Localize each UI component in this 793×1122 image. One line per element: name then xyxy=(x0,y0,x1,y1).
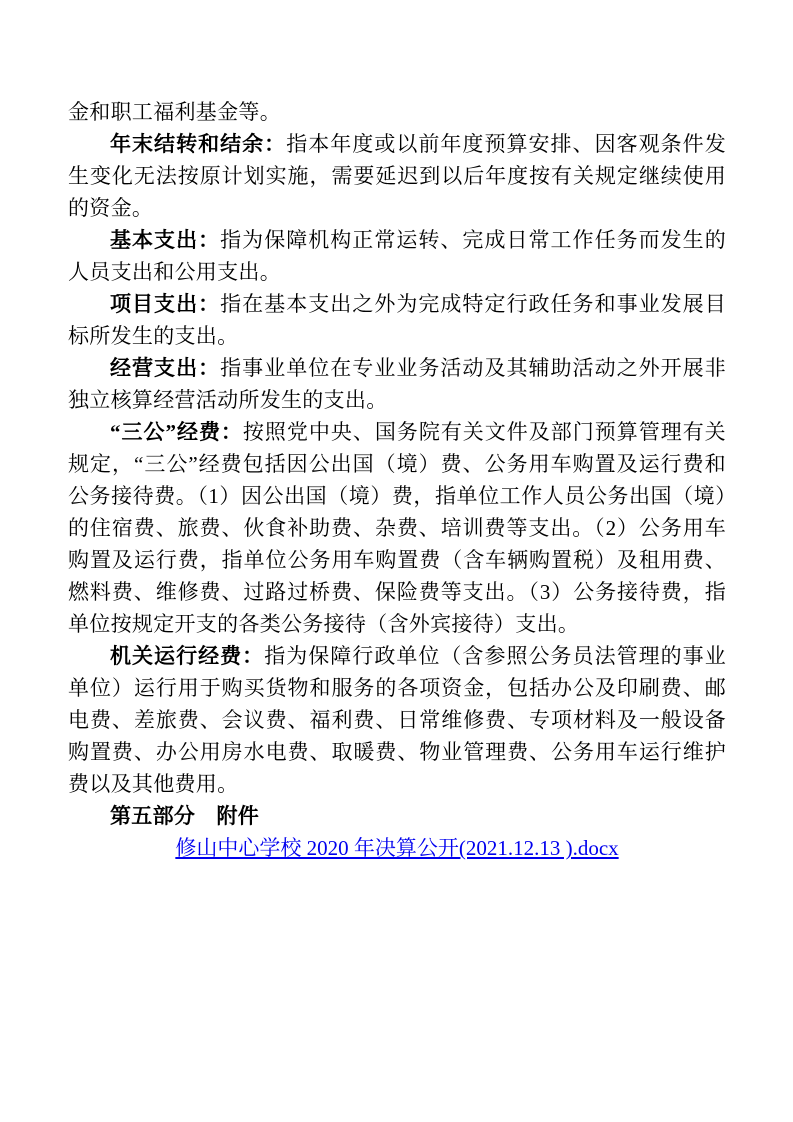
attachment-docx-link[interactable]: 修山中心学校 2020 年决算公开(2021.12.13 ).docx xyxy=(175,836,619,860)
paragraph-three-public-funds xyxy=(68,416,726,640)
paragraph-carryover-definition xyxy=(68,128,726,224)
paragraph-project-expenditure xyxy=(68,288,726,352)
paragraph-basic-expenditure xyxy=(68,224,726,288)
paragraph-text: 金和职工福利基金等。 xyxy=(68,100,281,124)
paragraph-lead: 年末结转和结余： xyxy=(110,132,287,156)
paragraph-text: 指本年度或以前年度预算安排、因客观条件发生变化无法按原计划实施，需要延迟到以后年度按有关规定继续使用的资金。 xyxy=(68,132,727,220)
paragraph-text: 指在基本支出之外为完成特定行政任务和事业发展目标所发生的支出。 xyxy=(68,292,727,348)
paragraph-text: 指事业单位在专业业务活动及其辅助活动之外开展非独立核算经营活动所发生的支出。 xyxy=(68,356,727,412)
paragraph-lead: “三公”经费： xyxy=(110,420,243,444)
paragraph-lead: 经营支出： xyxy=(110,356,221,380)
paragraph-text: 按照党中央、国务院有关文件及部门预算管理有关规定，“三公”经费包括因公出国（境）费、公务用车购置及运行费和公务接待费。（1）因公出国（境）费，指单位工作人员公务出国（境）的住宿费、旅费、伙食补助费、杂费、培训费等支出。（2）公务用车购置及运行费，指单位公务用车购置费（含车辆购置税）及租用费、燃料费、维修费、过路过桥费、保险费等支出。（3）公务接待费，指单位按规定开支的各类公务接待（含外宾接待）支出。 xyxy=(68,420,726,636)
paragraph-text: 指为保障行政单位（含参照公务员法管理的事业单位）运行用于购买货物和服务的各项资金，包括办公及印刷费、邮电费、差旅费、会议费、福利费、日常维修费、专项材料及一般设备购置费、办公用房水电费、取暖费、物业管理费、公务用车运行维护费以及其他费用。 xyxy=(68,644,726,796)
paragraph-operating-expenditure xyxy=(68,352,726,416)
paragraph-continuation xyxy=(68,96,726,128)
paragraph-lead: 机关运行经费： xyxy=(110,644,265,668)
paragraph-lead: 项目支出： xyxy=(110,292,221,316)
section-heading: 第五部分 附件 xyxy=(110,804,260,828)
paragraph-text: 指为保障机构正常运转、完成日常工作任务而发生的人员支出和公用支出。 xyxy=(68,228,727,284)
paragraph-lead: 基本支出： xyxy=(110,228,221,252)
paragraph-agency-operating-funds xyxy=(68,640,726,800)
attachment-row xyxy=(68,832,726,865)
